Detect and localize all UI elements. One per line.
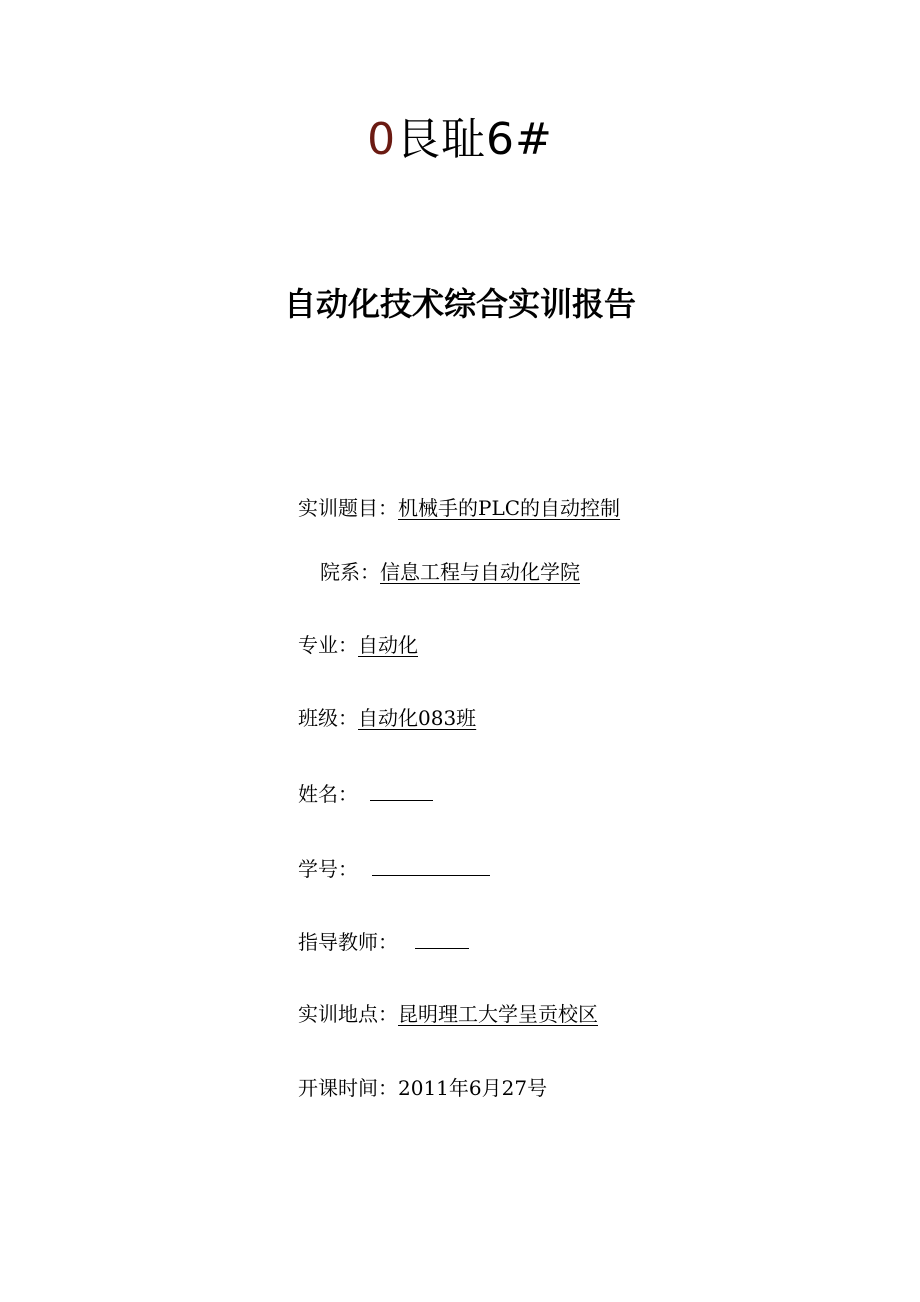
field-topic: [298, 494, 620, 522]
field-topic-value: 机械手的PLC的自动控制: [398, 496, 621, 520]
field-start-date-label: 开课时间：: [298, 1076, 398, 1100]
field-name-label: 姓名：: [298, 782, 358, 806]
field-major-value: 自动化: [358, 633, 418, 657]
field-major: [298, 631, 418, 659]
field-location: [298, 1000, 598, 1028]
field-department-label: 院系：: [320, 560, 380, 584]
cover-header: [0, 112, 920, 168]
field-start-date: [298, 1074, 547, 1102]
field-student-id: [298, 855, 490, 883]
field-name-blank: [370, 780, 433, 801]
field-class: [298, 704, 476, 732]
report-title: 自动化技术综合实训报告: [283, 285, 636, 323]
field-student-id-label: 学号：: [298, 857, 358, 881]
field-department: [320, 558, 580, 586]
field-student-id-blank: [372, 855, 490, 876]
field-class-label: 班级：: [298, 706, 358, 730]
field-name: [298, 780, 433, 808]
header-accent-char: 0: [367, 114, 397, 165]
field-department-value: 信息工程与自动化学院: [380, 560, 580, 584]
field-start-date-value: 2011年6月27号: [398, 1076, 548, 1100]
field-major-label: 专业：: [298, 633, 358, 657]
field-location-label: 实训地点：: [298, 1002, 398, 1026]
field-topic-label: 实训题目：: [298, 496, 398, 520]
field-location-value: 昆明理工大学呈贡校区: [398, 1002, 598, 1026]
header-text: 艮耻6#: [396, 114, 553, 165]
field-class-value: 自动化083班: [358, 706, 477, 730]
field-advisor-blank: [415, 928, 469, 949]
field-advisor: [298, 928, 469, 956]
field-advisor-label: 指导教师：: [298, 930, 398, 954]
